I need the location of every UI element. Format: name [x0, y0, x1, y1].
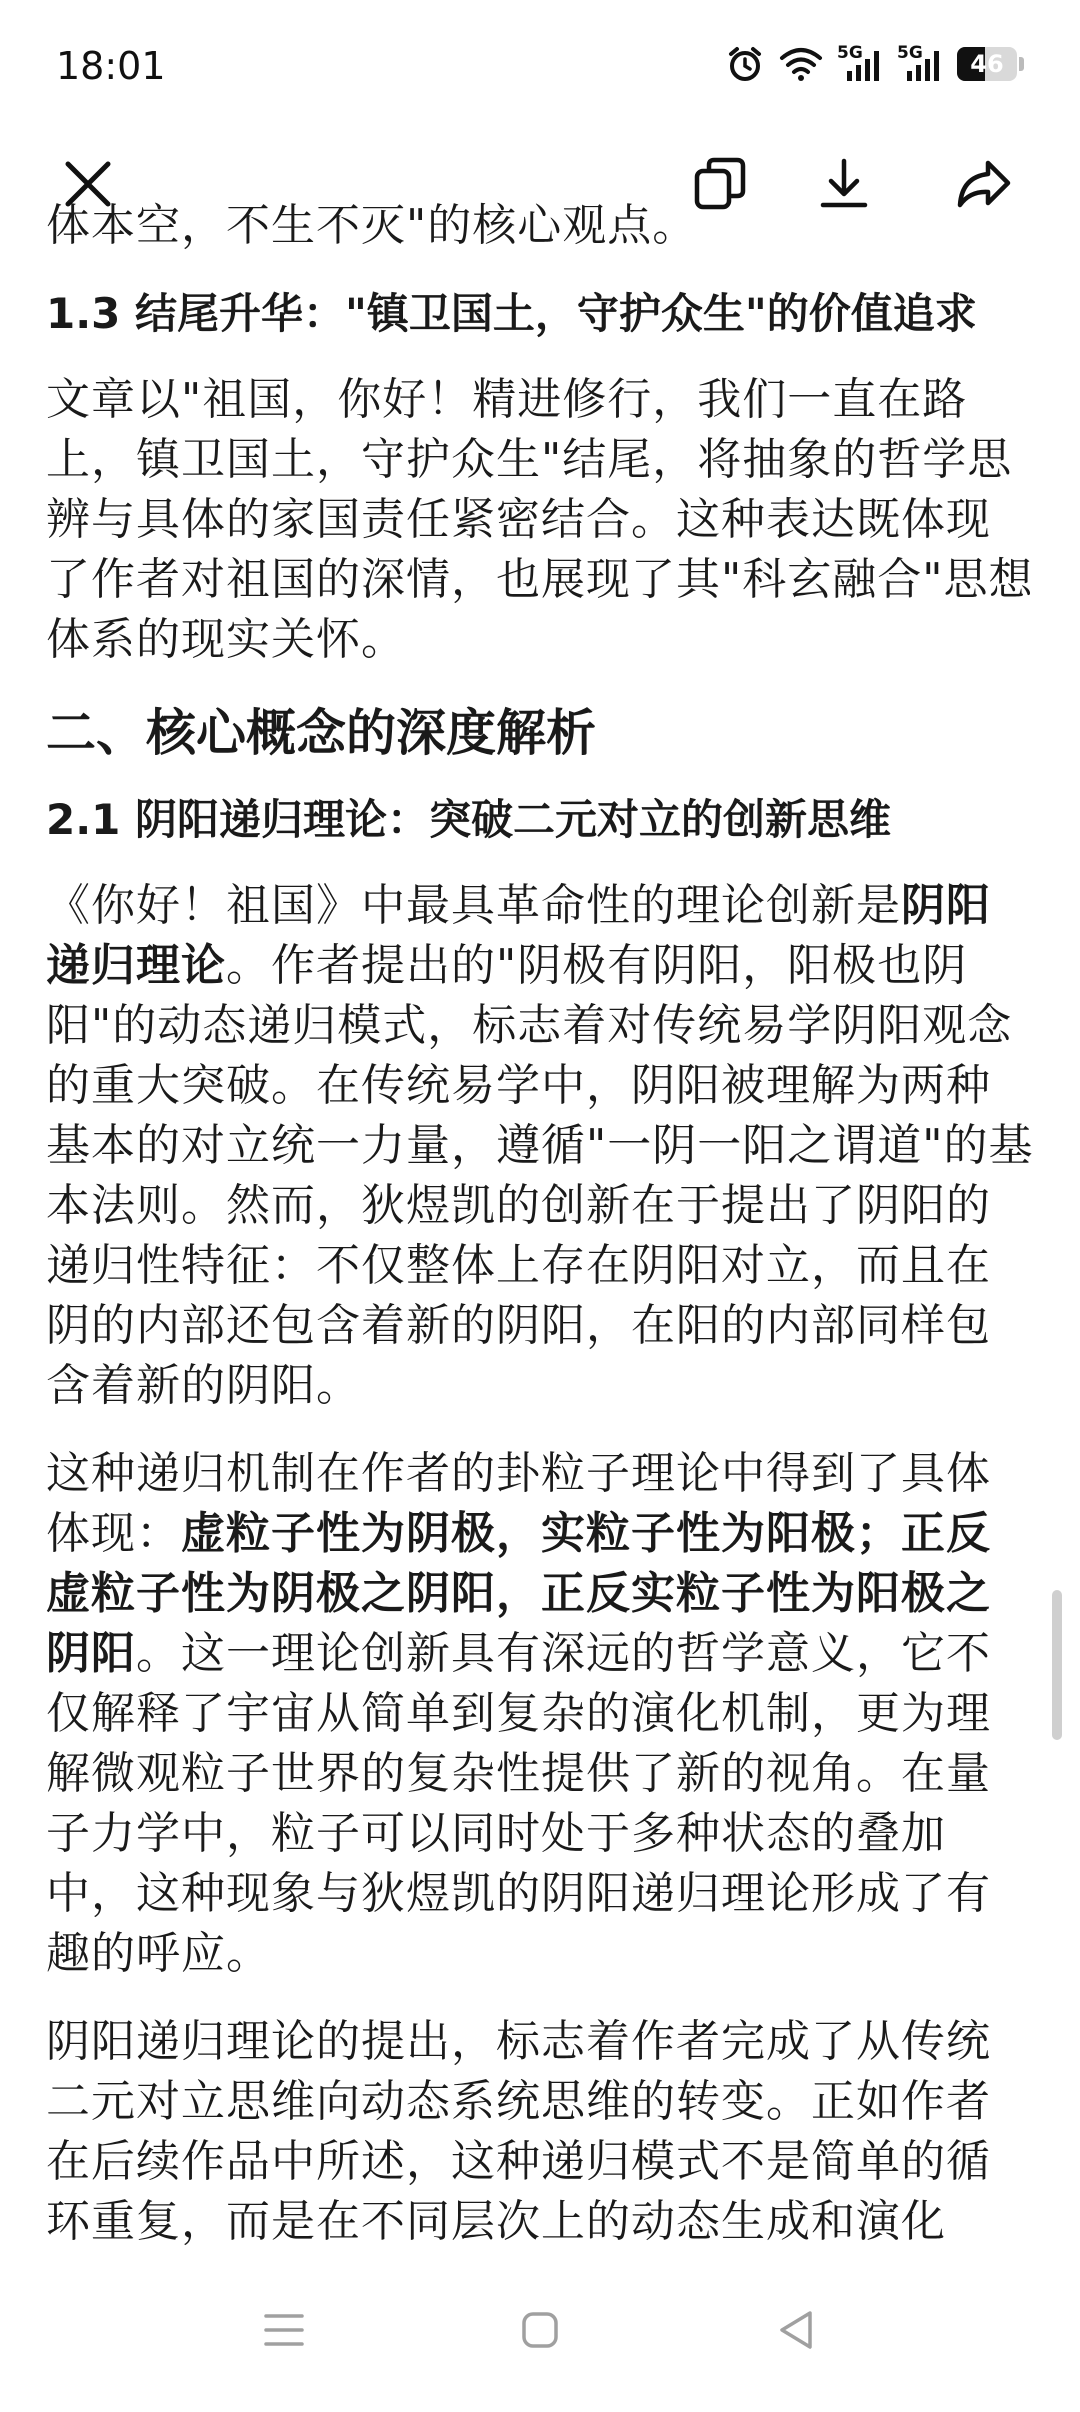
- wifi-icon: [779, 46, 823, 82]
- menu-icon: [262, 2310, 306, 2350]
- signal-5g-icon: [837, 45, 883, 83]
- section-2-heading: 二、核心概念的深度解析: [46, 704, 596, 762]
- paragraph-partial: 体本空，不生不灭"的核心观点。: [46, 200, 698, 251]
- home-icon: [520, 2310, 560, 2350]
- paragraph: 文章以"祖国，你好！精进修行，我们一直在路上，镇卫国土，守护众生"结尾，将抽象的哲学思辨与具体的家国责任紧密结合。这种表达既体现了作者对祖国的深情，也展现了其"科玄融合"思想体系的现实关怀。: [46, 374, 1034, 665]
- text-run: 这种递归机制在作者的卦粒子理论中得到了具体体现：: [46, 1448, 991, 1559]
- battery-tip: [1019, 57, 1024, 71]
- alarm-icon: [725, 44, 765, 84]
- article-viewport[interactable]: [0, 200, 1080, 2248]
- text-run: 。作者提出的"阴极有阴阳，阳极也阴阳"的动态递归模式，标志着对传统易学阴阳观念的重大突破。在传统易学中，阴阳被理解为两种基本的对立统一力量，遵循"一阴一阳之谓道"的基本法则。然而，狄煜凯的创新在于提出了阴阳的递归性特征：不仅整体上存在阴阳对立，而且在阴的内部还包含着新的阴阳，在阳的内部同样包含着新的阴阳。: [46, 940, 1034, 1411]
- scrollbar-thumb[interactable]: [1052, 1590, 1062, 1740]
- battery-icon: [957, 47, 1017, 81]
- signal-5g-icon: [897, 45, 943, 83]
- paragraph: [46, 1444, 1034, 1984]
- bold-term: 虚粒子性为阴极，实粒子性为阳极；正反虚粒子性为阴极之阴阳，正反实粒子性为阳极之阴阳: [46, 1508, 991, 1679]
- home-button[interactable]: [498, 2288, 582, 2372]
- back-icon: [776, 2309, 816, 2351]
- paragraph: [46, 876, 1034, 1416]
- navigation-bar: [0, 2248, 1080, 2412]
- paragraph: 阴阳递归理论的提出，标志着作者完成了从传统二元对立思维向动态系统思维的转变。正如作者在后续作品中所述，这种递归模式不是简单的循环重复，而是在不同层次上的动态生成和演化: [46, 2016, 991, 2247]
- status-icons: [725, 44, 1024, 84]
- section-1-3-heading: 1.3 结尾升华："镇卫国土，守护众生"的价值追求: [46, 289, 977, 338]
- back-button[interactable]: [754, 2288, 838, 2372]
- battery-level: 46: [970, 50, 1004, 78]
- network-type-label: 5G: [897, 43, 923, 63]
- recent-apps-button[interactable]: [242, 2288, 326, 2372]
- status-time: 18:01: [56, 44, 166, 88]
- bold-term: 阴阳递归理论: [46, 880, 991, 991]
- section-2-1-heading: 2.1 阴阳递归理论：突破二元对立的创新思维: [46, 795, 892, 844]
- text-run: 。这一理论创新具有深远的哲学意义，它不仅解释了宇宙从简单到复杂的演化机制，更为理解微观粒子世界的复杂性提供了新的视角。在量子力学中，粒子可以同时处于多种状态的叠加中，这种现象与狄煜凯的阴阳递归理论形成了有趣的呼应。: [46, 1628, 991, 1979]
- network-type-label: 5G: [837, 43, 863, 63]
- text-run: 《你好！祖国》中最具革命性的理论创新是: [46, 880, 901, 931]
- article-body: [46, 196, 1034, 2280]
- status-bar: [0, 0, 1080, 130]
